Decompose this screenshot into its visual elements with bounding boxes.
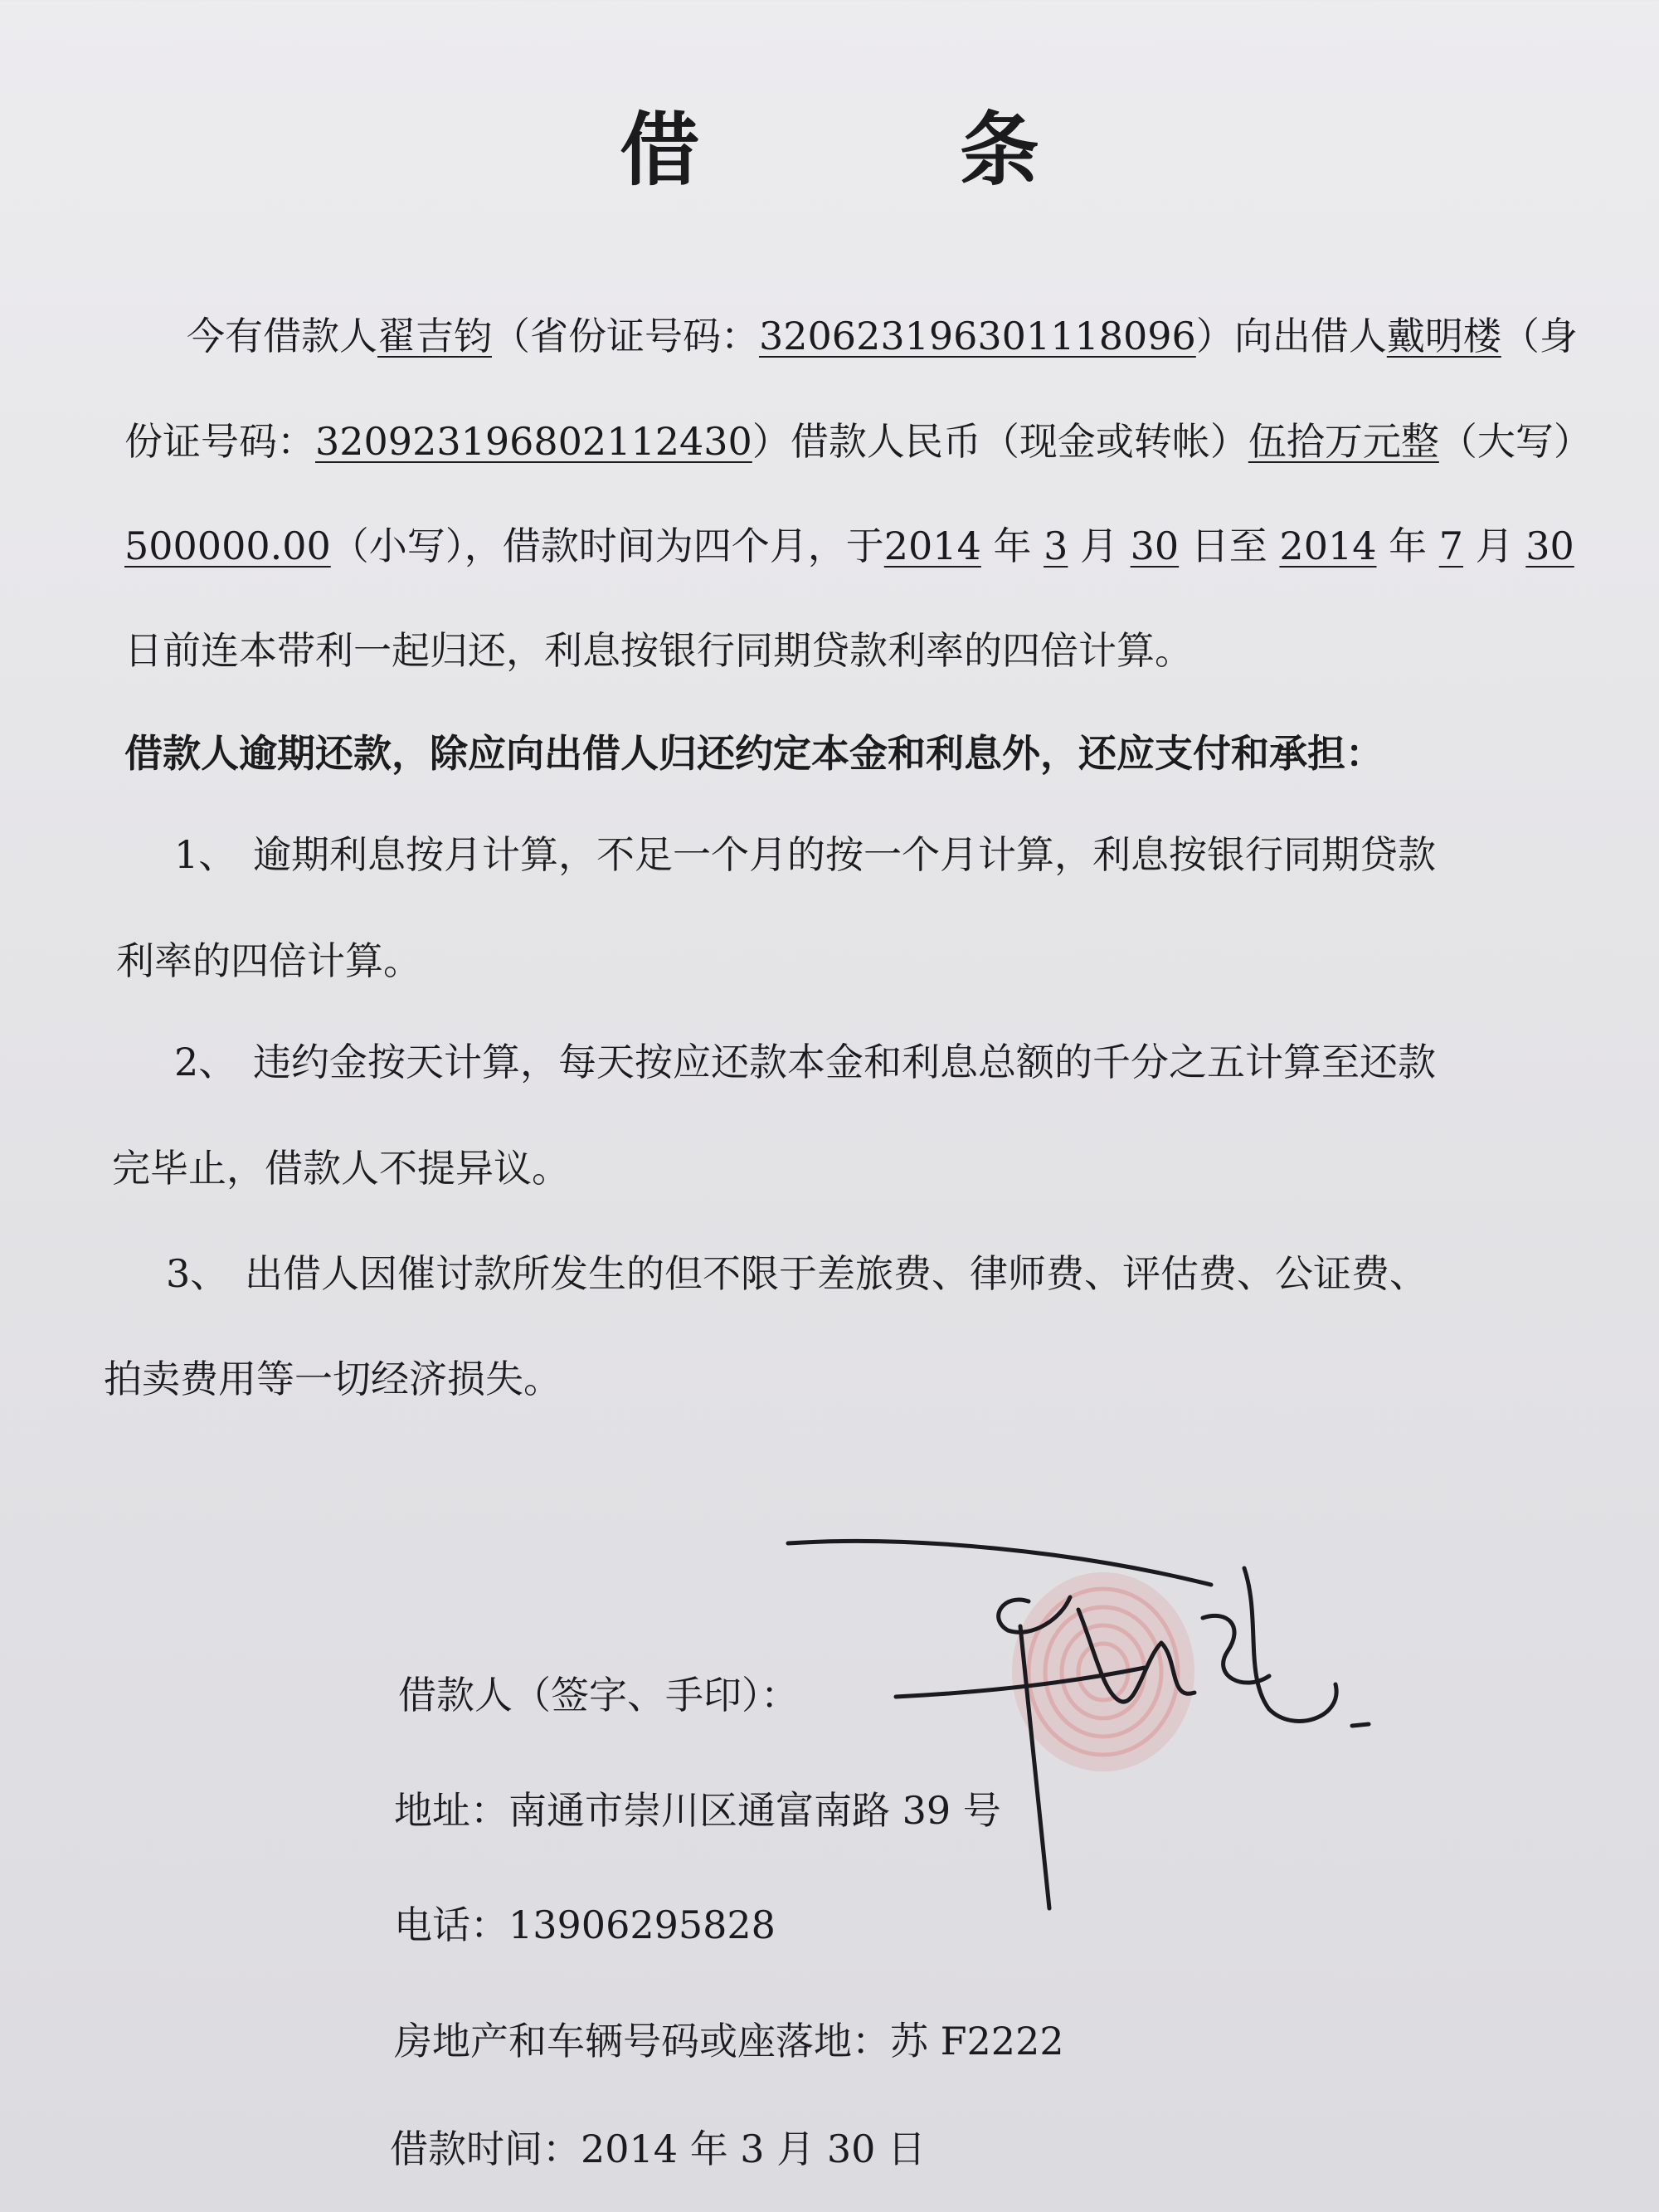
text: 日至: [1190, 524, 1267, 568]
text: （身: [1501, 314, 1578, 358]
lender-id-number: 320923196802112430: [315, 419, 752, 464]
item-1-line2: 利率的四倍计算。: [116, 938, 421, 983]
item-3-line1: [166, 1249, 1535, 1298]
text: 逾期利息按月计算，不足一个月的按一个月计算，利息按银行同期贷款: [253, 832, 1436, 877]
item-number: 3、: [166, 1251, 229, 1296]
phone-line: 电话：13906295828: [394, 1903, 776, 1947]
text: 年: [993, 524, 1032, 568]
borrower-id-number: 320623196301118096: [759, 314, 1196, 358]
amount-numeric: 500000.00: [124, 524, 331, 568]
borrower-name: 翟吉钧: [377, 314, 492, 358]
item-1-line1: [174, 830, 1543, 879]
text: （省份证号码：: [492, 314, 759, 358]
overdue-clause-heading: 借款人逾期还款，除应向出借人归还约定本金和利息外，还应支付和承担：: [124, 731, 1384, 776]
document-title: 借 条: [620, 103, 1155, 197]
text: 年: [1389, 524, 1428, 568]
item-number: 1、: [174, 832, 237, 877]
handwritten-signature: [788, 1541, 1369, 1908]
property-line: 房地产和车辆号码或座落地：苏 F2222: [394, 2019, 1064, 2063]
signature-label: 借款人（签字、手印）：: [398, 1673, 799, 1717]
text: （大写）: [1438, 419, 1592, 464]
start-year: 2014: [883, 524, 981, 568]
text: ）向出借人: [1195, 314, 1387, 358]
text: ）借款人民币（现金或转帐）: [752, 419, 1248, 464]
item-2-line2: 完毕止，借款人不提异议。: [112, 1146, 570, 1191]
end-day: 30: [1525, 524, 1574, 568]
start-month: 3: [1044, 524, 1068, 568]
text: 月: [1080, 524, 1118, 568]
para1-line4: 日前连本带利一起归还，利息按银行同期贷款利率的四倍计算。: [124, 628, 1193, 673]
end-month: 7: [1438, 524, 1464, 568]
item-3-line2: 拍卖费用等一切经济损失。: [104, 1357, 562, 1401]
para1-line1: [187, 311, 1578, 361]
start-day: 30: [1130, 524, 1180, 568]
text: 月: [1475, 524, 1514, 568]
amount-uppercase: 伍拾万元整: [1248, 419, 1439, 464]
para1-line3: [124, 521, 1574, 571]
item-2-line1: [174, 1037, 1543, 1087]
text: 违约金按天计算，每天按应还款本金和利息总额的千分之五计算至还款: [253, 1040, 1436, 1084]
para1-line2: [124, 417, 1592, 466]
text: 今有借款人: [187, 314, 377, 358]
text: （小写），借款时间为四个月，于: [330, 524, 884, 568]
end-year: 2014: [1279, 524, 1377, 568]
lender-name: 戴明楼: [1386, 314, 1501, 358]
loan-date-line: 借款时间：2014 年 3 月 30 日: [390, 2127, 926, 2171]
address-line: 地址：南通市崇川区通富南路 39 号: [394, 1788, 1001, 1833]
text: 份证号码：: [124, 419, 315, 464]
item-number: 2、: [174, 1040, 237, 1084]
text: 出借人因催讨款所发生的但不限于差旅费、律师费、评估费、公证费、: [245, 1251, 1428, 1296]
